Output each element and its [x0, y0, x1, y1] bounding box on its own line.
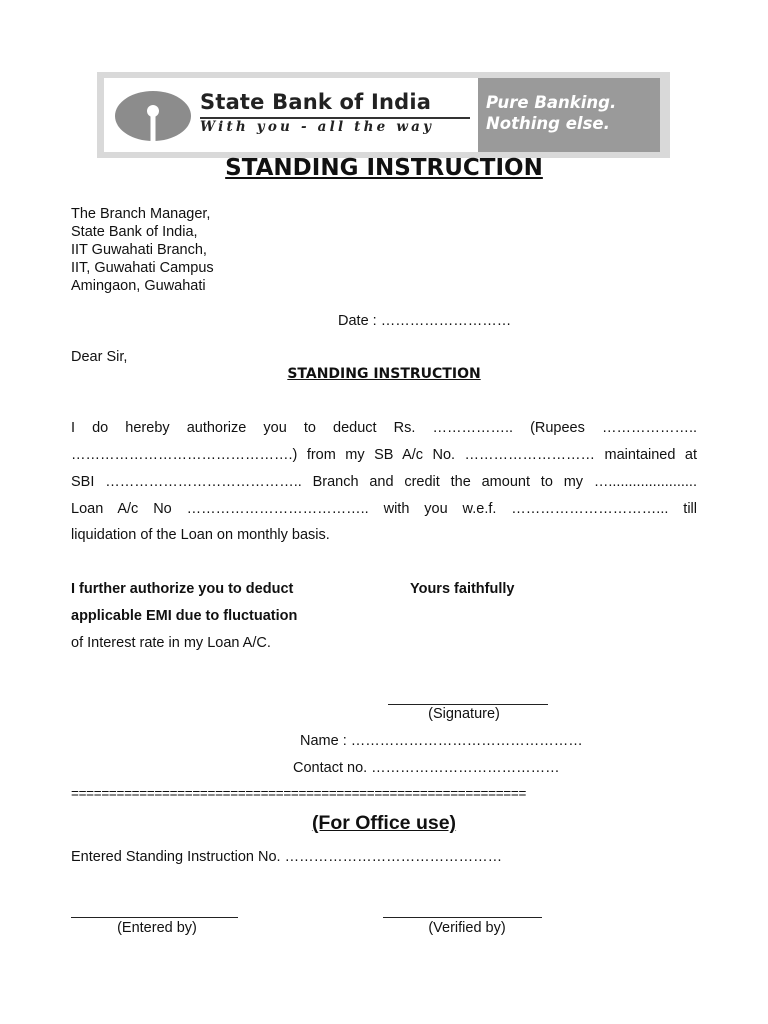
body-line-5: liquidation of the Loan on monthly basis. — [71, 527, 330, 543]
name-field: Name : ………………………………………… — [300, 733, 583, 749]
verified-by-label: (Verified by) — [428, 920, 506, 936]
office-use-title: (For Office use) — [311, 812, 457, 834]
address-line-3: IIT Guwahati Branch, — [71, 242, 207, 258]
salutation: Dear Sir, — [71, 349, 128, 365]
entered-by-line — [71, 917, 238, 918]
section-subtitle: STANDING INSTRUCTION — [287, 366, 481, 382]
contact-field: Contact no. ………………………………… — [293, 760, 560, 776]
signature-line — [388, 704, 548, 705]
address-line-4: IIT, Guwahati Campus — [71, 260, 214, 276]
body-line-4: Loan A/c No ……………………………….. with you w.e.f. …………………………... till — [71, 501, 697, 517]
slogan-line-1: Pure Banking. — [486, 93, 617, 112]
date-field: Date : ……………………… — [338, 313, 512, 329]
bank-name: State Bank of India — [200, 90, 432, 114]
body-line-1: I do hereby authorize you to deduct Rs. …………….. (Rupees ……………….. — [71, 420, 697, 436]
entered-si-field: Entered Standing Instruction No. ……………………………………… — [71, 849, 503, 865]
closing: Yours faithfully — [410, 581, 515, 597]
separator: ============================================================ — [71, 786, 527, 801]
further-line-1: I further authorize you to deduct — [71, 581, 294, 597]
further-line-2: applicable EMI due to fluctuation — [71, 608, 298, 624]
verified-by-line — [383, 917, 542, 918]
body-line-2: ……………………………………….) from my SB A/c No. ……………………… maintained at — [71, 447, 697, 463]
bank-tagline: With you - all the way — [200, 119, 435, 135]
slogan-line-2: Nothing else. — [486, 114, 610, 133]
page-title: STANDING INSTRUCTION — [225, 155, 543, 181]
sbi-emblem-icon — [114, 90, 192, 142]
entered-by-label: (Entered by) — [117, 920, 197, 936]
signature-label: (Signature) — [428, 706, 500, 722]
address-line-2: State Bank of India, — [71, 224, 198, 240]
further-line-3: of Interest rate in my Loan A/C. — [71, 635, 271, 651]
address-line-1: The Branch Manager, — [71, 206, 211, 222]
address-line-5: Amingaon, Guwahati — [71, 278, 206, 294]
body-line-3: SBI ………………………………….. Branch and credit the amount to my …...................... — [71, 474, 697, 490]
